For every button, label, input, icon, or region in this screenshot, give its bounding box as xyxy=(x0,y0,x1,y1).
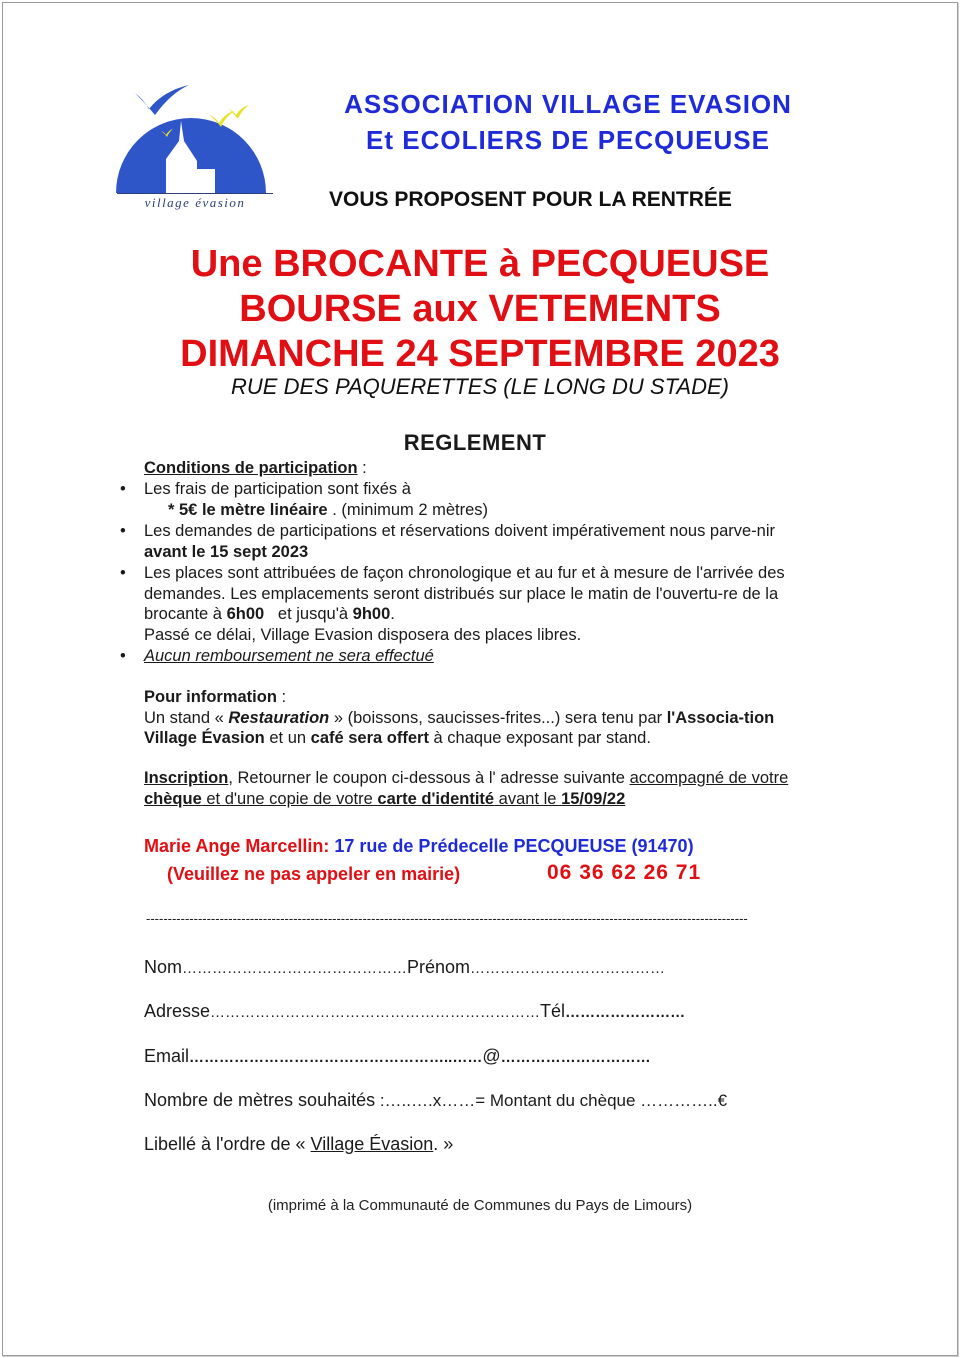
rule-placement-start: 6h00 xyxy=(226,605,265,623)
association-name-line1: ASSOCIATION VILLAGE EVASION xyxy=(344,89,792,119)
info-text xyxy=(144,708,808,749)
email-dots-1: ……………………………………………..…… xyxy=(189,1049,483,1066)
conditions-label: Conditions de participation xyxy=(144,459,358,477)
info-heading xyxy=(144,687,808,708)
info-text-1: Un stand « xyxy=(144,708,229,727)
conditions-suffix: : xyxy=(357,459,367,477)
info-text-2: » (boissons, saucisses-frites...) sera tenu par xyxy=(329,708,667,727)
inscription-cheque: chèque xyxy=(144,789,202,808)
info-cafe: café sera offert xyxy=(310,729,429,747)
info-label: Pour information xyxy=(144,688,277,706)
email-dots-2: ………………………… xyxy=(500,1049,651,1066)
rule-deadline xyxy=(144,521,808,562)
contact-phone: 06 36 62 26 71 xyxy=(547,861,702,884)
logo-graphic xyxy=(111,81,271,196)
rule-refund xyxy=(144,646,808,667)
rule-deadline-date: avant le 15 sept 2023 xyxy=(144,542,309,561)
tel-label: Tél xyxy=(540,1001,566,1021)
metres-label: Nombre de mètres souhaités xyxy=(144,1090,376,1110)
rule-fees xyxy=(144,479,808,520)
coupon-meters-field xyxy=(144,1090,727,1111)
inscription-section xyxy=(144,768,808,809)
rule-placement-end-time: 9h00 xyxy=(352,605,391,623)
rule-placement xyxy=(144,563,808,645)
inscription-text-2: accompagné de votre xyxy=(629,769,789,787)
inscription-text-3: et d'une copie de votre xyxy=(201,789,378,808)
event-title-line1: Une BROCANTE à PECQUEUSE xyxy=(190,243,770,285)
conditions-heading xyxy=(144,458,808,479)
coupon-address-field xyxy=(144,1001,685,1022)
rule-fees-minimum: . (minimum 2 mètres) xyxy=(327,500,489,519)
coupon-payee-field xyxy=(144,1134,453,1155)
coupon-name-field xyxy=(144,957,665,978)
village-evasion-logo xyxy=(111,81,271,216)
prenom-dots: ………………………………… xyxy=(470,960,666,977)
rules-list xyxy=(144,479,808,668)
rule-refund-text: Aucun remboursement ne sera effectué xyxy=(144,647,434,665)
proposal-heading: VOUS PROPOSENT POUR LA RENTRÉE xyxy=(329,188,732,211)
info-section xyxy=(144,687,808,749)
inscription-id-card: carte d'identité xyxy=(377,789,495,808)
inscription-label: Inscription xyxy=(144,769,229,787)
printer-footer: (imprimé à la Communauté de Communes du Pays de Limours) xyxy=(267,1197,693,1214)
adresse-label: Adresse xyxy=(144,1001,211,1021)
rule-fees-detail xyxy=(144,500,808,521)
event-date: DIMANCHE 24 SEPTEMBRE 2023 xyxy=(180,333,780,375)
info-label-suffix: : xyxy=(276,688,287,706)
event-title-line2: BOURSE aux VETEMENTS xyxy=(239,288,721,330)
info-association: l'Associa-tion Village Évasion xyxy=(144,708,775,747)
info-text-3: et un xyxy=(264,729,311,747)
association-name-line2: Et ECOLIERS DE PECQUEUSE xyxy=(366,125,770,155)
libelle-name: Village Évasion xyxy=(310,1134,434,1154)
coupon-cut-line: ------------------------------------------------------------------------------------------------------------------------------------------- xyxy=(146,911,748,926)
nom-label: Nom xyxy=(144,957,183,977)
email-label: Email xyxy=(144,1046,190,1066)
rule-placement-mid: et jusqu'à xyxy=(264,605,353,623)
rule-placement-period: . xyxy=(390,605,395,623)
adresse-dots: ………………………………………………………… xyxy=(210,1004,541,1021)
rule-fees-price: * 5€ le mètre linéaire xyxy=(168,500,328,519)
metres-rest: :…..….x……= Montant du chèque …………..€ xyxy=(375,1091,728,1110)
inscription-date: 15/09/22 xyxy=(561,789,626,808)
libelle-end: . » xyxy=(433,1134,454,1154)
contact-name: Marie Ange Marcellin: xyxy=(144,836,330,856)
inscription-text-4: avant le xyxy=(494,789,562,808)
flyer-page xyxy=(2,2,958,1356)
contact-note: (Veuillez ne pas appeler en mairie) xyxy=(167,864,461,884)
nom-dots: ……………………………………… xyxy=(182,960,408,977)
contact-address-line xyxy=(144,836,694,857)
event-location: RUE DES PAQUERETTES (LE LONG DU STADE) xyxy=(231,374,729,399)
rule-placement-note: Passé ce délai, Village Evasion disposera des places libres. xyxy=(144,625,582,644)
rule-deadline-text: Les demandes de participations et réservations doivent impérativement nous parve-nir xyxy=(144,522,776,540)
info-restauration: Restauration xyxy=(228,708,330,727)
info-text-4: à chaque exposant par stand. xyxy=(428,729,651,747)
email-at: @ xyxy=(482,1046,501,1066)
reglement-title: REGLEMENT xyxy=(403,430,547,455)
coupon-email-field xyxy=(144,1046,651,1067)
contact-address: 17 rue de Prédecelle PECQUEUSE (91470) xyxy=(329,836,694,856)
logo-text: village évasion xyxy=(117,193,273,211)
rule-fees-text: • Les frais de participation sont fixés à xyxy=(144,480,411,498)
rule-placement-text: Les places sont attribuées de façon chronologique et au fur et à mesure de l'arrivée des demandes. Les emplacements seront distribués sur place le matin de l'ouvertu-re de la brocante à xyxy=(144,564,785,623)
inscription-text-1: , Retourner le coupon ci-dessous à l' adresse suivante xyxy=(228,769,630,787)
tel-dots: …………………… xyxy=(565,1004,686,1021)
prenom-label: Prénom xyxy=(407,957,471,977)
libelle-label: Libellé à l'ordre de « xyxy=(144,1134,311,1154)
